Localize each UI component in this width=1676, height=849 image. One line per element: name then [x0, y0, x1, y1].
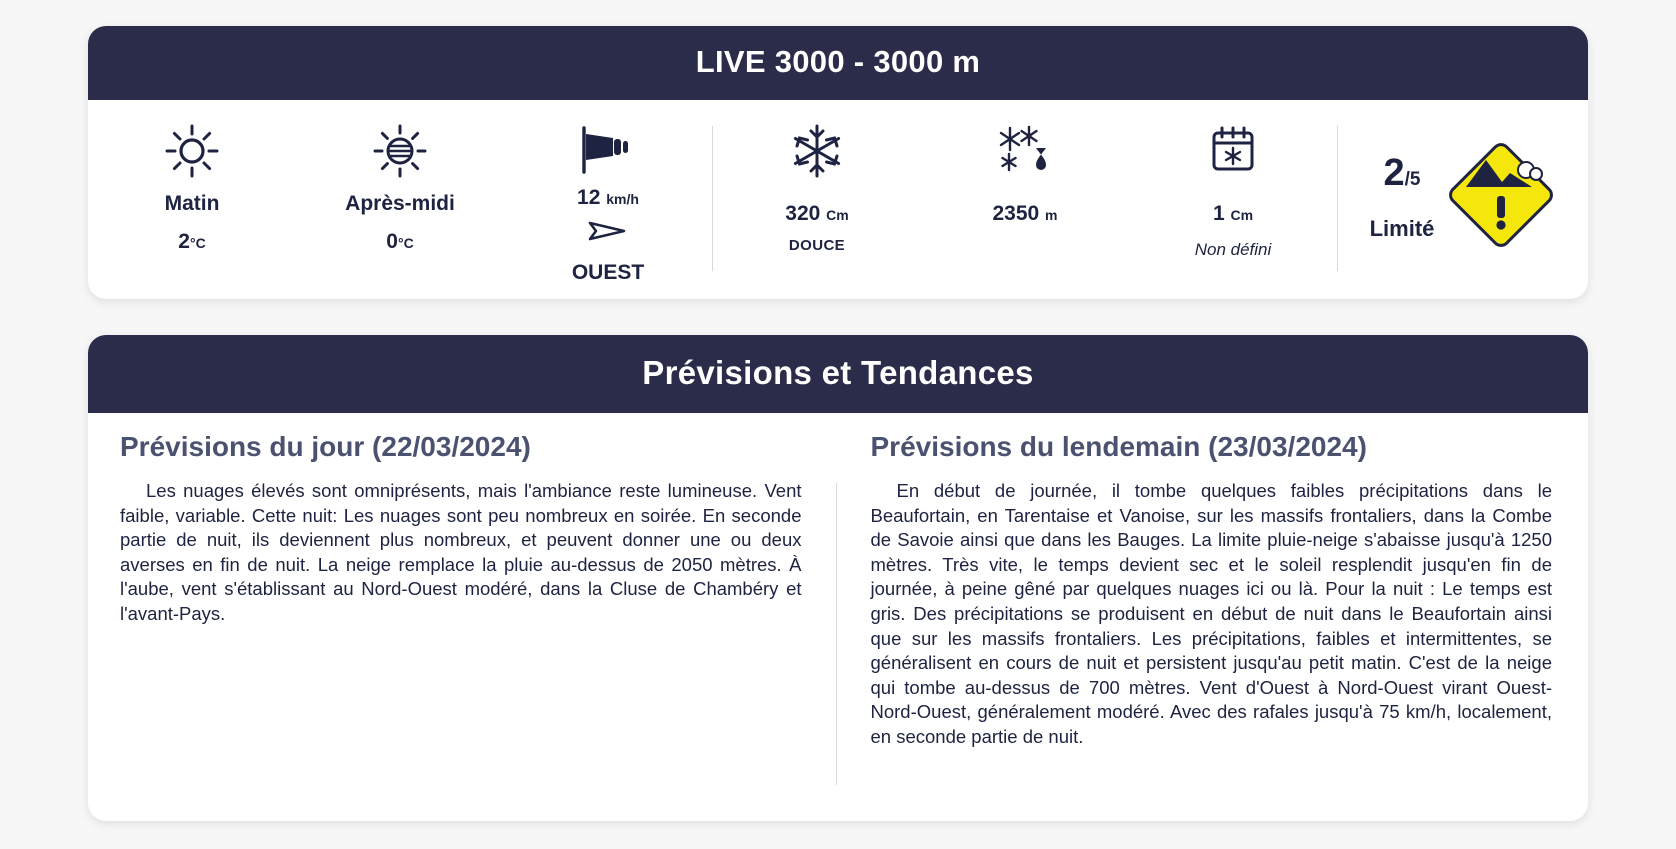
- morning-label: Matin: [164, 192, 220, 215]
- live-cell-snow-depth: [713, 110, 921, 285]
- snow-depth-value-group: [785, 202, 848, 226]
- forecast-today-text: Les nuages élevés sont omniprésents, mais l'ambiance reste lumineuse. Vent faible, variable. Cette nuit: Les nuages sont peu nombreux en soirée. En seconde partie de nuit, ils deviennent plus nombreux, et peuvent donner une ou deux averses en fin de nuit. La neige remplace la pluie au-dessus de 2050 mètres. À l'aube, vent s'établissant au Nord-Ouest modéré, dans la Cluse de Chambéry et l'avant-Pays.: [120, 480, 802, 624]
- forecast-body: [88, 413, 1588, 821]
- avalanche-risk-label: Limité: [1369, 215, 1435, 241]
- forecast-today-title: Prévisions du jour (22/03/2024): [120, 431, 531, 462]
- avalanche-risk-score: [1383, 151, 1421, 194]
- forecast-today-column: [88, 431, 836, 791]
- sun-icon: [164, 122, 220, 180]
- snow-depth-unit: Cm: [826, 207, 849, 223]
- fresh-snow-value: 1: [1212, 202, 1225, 225]
- forecast-card: [88, 335, 1588, 821]
- morning-temp-value: 2: [178, 230, 190, 253]
- snow-depth-value: 320: [785, 202, 821, 225]
- live-cell-rain-snow-limit: [921, 110, 1129, 285]
- live-cell-morning: [88, 110, 296, 285]
- snow-quality: DOUCE: [788, 237, 846, 254]
- afternoon-temp-unit: °C: [397, 235, 414, 251]
- wind-speed: [577, 186, 639, 210]
- snowflake-icon: [788, 122, 846, 180]
- wind-speed-unit: km/h: [606, 191, 639, 207]
- wind-arrow-icon: [586, 218, 630, 249]
- snow-rain-icon: [996, 122, 1054, 180]
- live-cell-avalanche-risk: [1338, 110, 1588, 285]
- live-conditions-card: [88, 26, 1588, 299]
- wind-direction: OUEST: [571, 261, 645, 284]
- forecast-card-title: Prévisions et Tendances: [88, 335, 1588, 413]
- avalanche-warning-icon: [1446, 140, 1556, 255]
- wind-sock-icon: [573, 122, 643, 180]
- sun-haze-icon: [372, 122, 428, 180]
- forecast-tomorrow-column: [837, 431, 1589, 791]
- avalanche-risk-text: [1369, 151, 1435, 242]
- afternoon-temperature: [386, 230, 413, 254]
- rain-snow-limit-value-group: [992, 202, 1057, 226]
- live-cell-wind: [504, 110, 712, 285]
- rain-snow-limit-value: 2350: [992, 202, 1040, 225]
- forecast-tomorrow-text: En début de journée, il tombe quelques faibles précipitations dans le Beaufortain, en Tarentaise et Vanoise, sur les massifs frontaliers, dans la Combe de Savoie ainsi que dans les Bauges. La limite pluie-neige s'abaisse jusqu'à 1250 mètres. Très vite, le temps devient sec et le soleil resplendit jusqu'en fin de journée, à peine gêné par quelques nuages ici ou là. Pour la nuit : Le temps est gris. Des précipitations se produisent en début de nuit dans le Beaufortain ainsi que sur les massifs frontaliers. Les précipitations, faibles et intermittentes, se généralisent en cours de nuit et persistent jusqu'au petit matin. C'est de la neige qui tombe au-dessus de 700 mètres. Vent d'Ouest à Nord-Ouest virant Ouest-Nord-Ouest, généralement modéré. Avec des rafales jusqu'à 75 km/h, localement, en seconde partie de nuit.: [870, 480, 1552, 747]
- fresh-snow-note: Non défini: [1194, 240, 1272, 259]
- afternoon-label: Après-midi: [345, 192, 455, 215]
- avalanche-risk-scale: /5: [1404, 168, 1421, 190]
- afternoon-temp-value: 0: [386, 230, 398, 253]
- calendar-snow-icon: [1207, 122, 1259, 180]
- live-cell-fresh-snow: [1129, 110, 1337, 285]
- avalanche-risk-value: 2: [1383, 151, 1405, 194]
- rain-snow-limit-unit: m: [1045, 207, 1058, 223]
- live-conditions-row: [88, 100, 1588, 299]
- forecast-tomorrow-title: Prévisions du lendemain (23/03/2024): [870, 431, 1367, 462]
- wind-speed-value: 12: [577, 186, 601, 209]
- live-card-title: LIVE 3000 - 3000 m: [88, 26, 1588, 100]
- morning-temp-unit: °C: [189, 235, 206, 251]
- fresh-snow-value-group: [1213, 202, 1253, 226]
- morning-temperature: [178, 230, 205, 254]
- live-cell-afternoon: [296, 110, 504, 285]
- fresh-snow-unit: Cm: [1230, 207, 1254, 223]
